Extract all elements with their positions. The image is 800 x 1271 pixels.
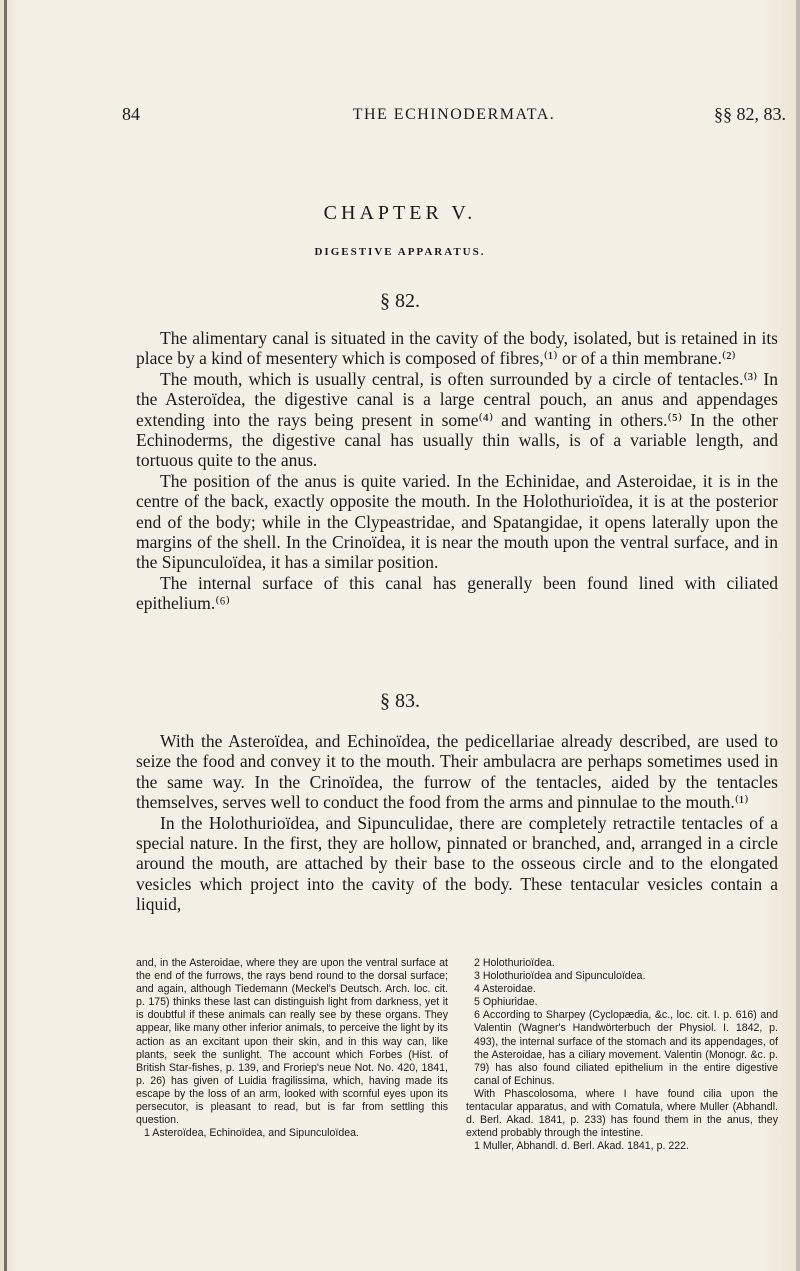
section-83-body (136, 731, 778, 915)
paragraph: In the Holothurioïdea, and Sipunculidae, there are completely retractile tentacles of a special nature. In the first, they are hollow, pinnated or branched, and, arranged in a circle around the mouth, are attached by their base to the osseous circle and to the elongated vesicles which project into the cavity of the body. These tentacular vesicles contain a liquid, (136, 812, 778, 915)
chapter-subtitle: DIGESTIVE APPARATUS. (314, 246, 486, 258)
footnote: 1 Muller, Abhandl. d. Berl. Akad. 1841, p. 222. (474, 1140, 689, 1153)
footnote-continuation: and, in the Asteroidae, where they are upon the ventral surface at the end of the furrows, the rays bend round to the dorsal surface; and again, although Tiedemann (Meckel's Deutsch. Arch. loc. cit. p. 175) thinks these last can distinguish light from darkness, yet it is doubtful if these animals can really see by these organs. They appear, like many other inferior animals, to perceive the light by its action as an excitant upon their skin, and in this way can, like plants, seek the sunlight. The account which Forbes (Hist. of British Star-fishes, p. 139, and Froriep's neue Not. No. 420, 1841, p. 26) has given of Luidia fragilissima, which, having made its escape by the loss of an arm, looked with scornful eyes upon its persecutor, is pleasant to read, but is far from settling this question. (136, 957, 448, 1127)
paragraph: The position of the anus is quite varied. In the Echinidae, and Asteroidae, it is in the centre of the back, exactly opposite the mouth. In the Holothurioïdea, it is at the posterior end of the body; while in the Clypeastridae, and Spatangidae, it opens laterally upon the margins of the shell. In the Crinoïdea, it is near the mouth upon the ventral surface, and in the Sipunculoïdea, it has a similar position. (136, 470, 778, 573)
running-head (122, 104, 786, 134)
footnote-continuation: With Phascolosoma, where I have found cilia upon the tentacular apparatus, and with Comatula, where Muller (Abhandl. d. Berl. Akad. 1841, p. 233) has found them in the anus, they extend probably through the intestine. (466, 1087, 778, 1140)
footnote: 2 Holothurioïdea. (474, 957, 555, 969)
paragraph: The internal surface of this canal has generally been found lined with ciliated epithelium.⁽⁶⁾ (136, 572, 778, 614)
footnote: 1 Asteroïdea, Echinoïdea, and Sipunculoïdea. (144, 1127, 359, 1140)
page-edge (796, 0, 800, 1271)
page-number: 84 (122, 104, 140, 124)
binding-edge (4, 0, 7, 1271)
footnote: 6 According to Sharpey (Cyclopædia, &c., loc. cit. I. p. 616) and Valentin (Wagner's Handwörterbuch der Physiol. I. 1842, p. 493), the internal surface of the stomach and its appendages, of the Asteroidae, has a ciliary movement. Valentin (Monogr. &c. p. 79) has also found ciliated epithelium in the entire digestive canal of Echinus. (474, 1009, 778, 1087)
chapter-heading: CHAPTER V. (323, 202, 477, 224)
footnotes-right-column (466, 957, 778, 1153)
paragraph: With the Asteroïdea, and Echinoïdea, the pedicellariae already described, are used to seize the food and convey it to the mouth. Their ambulacra are perhaps sometimes used in the same way. In the Crinoïdea, the furrow of the tentacles, aided by the tentacles themselves, serves well to conduct the food from the arms and pinnulae to the mouth.⁽¹⁾ (136, 731, 778, 813)
footnotes-left-column (136, 957, 448, 1140)
section-82-heading: § 82. (380, 290, 420, 312)
footnote: 5 Ophiuridae. (474, 996, 538, 1009)
section-82-body (136, 328, 778, 614)
paragraph: The mouth, which is usually central, is often surrounded by a circle of tentacles.⁽³⁾ In the Asteroïdea, the digestive canal is a large central pouch, an anus and appendages extending into the rays being present in some⁽⁴⁾ and wanting in others.⁽⁵⁾ In the other Echinoderms, the digestive canal has usually thin walls, is of a variable length, and tortuous quite to the anus. (136, 368, 778, 471)
footnote: 3 Holothurioïdea and Sipunculoïdea. (474, 970, 646, 983)
running-sections: §§ 82, 83. (714, 104, 786, 124)
section-83-heading: § 83. (380, 690, 420, 712)
paragraph: The alimentary canal is situated in the cavity of the body, isolated, but is retained in its place by a kind of mesentery which is composed of fibres,⁽¹⁾ or of a thin membrane.⁽²⁾ (136, 328, 778, 369)
footnote: 4 Asteroidae. (474, 983, 536, 996)
running-title: THE ECHINODERMATA. (352, 106, 556, 123)
